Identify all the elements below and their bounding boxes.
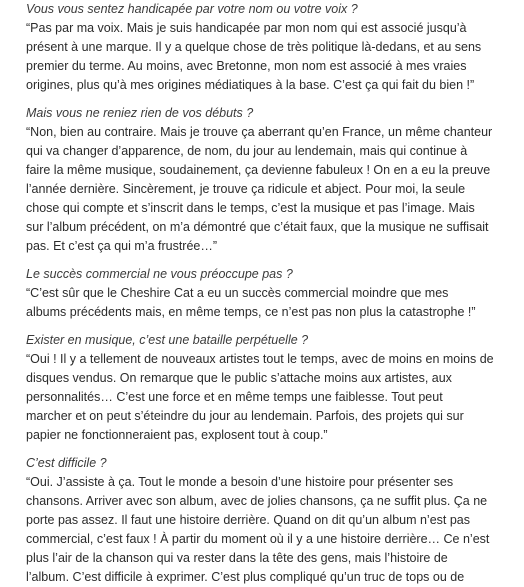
answer-line: chose qui compte et s’inscrit dans le temps, c’est la musique et pas l’image. Mais (26, 201, 475, 215)
interview-answer (26, 350, 520, 445)
answer-line: “Pas par ma voix. Mais je suis handicapée par mon nom qui est associé jusqu’à (26, 21, 467, 35)
interview-question: Vous vous sentez handicapée par votre nom ou votre voix ? (26, 2, 358, 16)
answer-line: sur l’album précédent, on m’a démontré que c’était faux, que la musique ne suffisait (26, 220, 489, 234)
answer-line: albums précédents mais, en même temps, ce n’est pas non plus la catastrophe !” (26, 305, 476, 319)
answer-line: “Oui. J’assiste à ça. Tout le monde a besoin d’une histoire pour présenter ses (26, 475, 454, 489)
answer-line: commercial, c’est faux ! À partir du moment où il y a une histoire derrière… Ce n’est (26, 532, 490, 546)
answer-line: “Non, bien au contraire. Mais je trouve ça aberrant qu’en France, un même chanteur (26, 125, 493, 139)
answer-line: qui va changer d’apparence, de nom, du jour au lendemain, mais qui continue à (26, 144, 468, 158)
answer-line: premier du terme. Au moins, avec Bretonne, mon nom est associé à mes vraies (26, 59, 467, 73)
qa-block (0, 265, 524, 322)
interview-question: Mais vous ne reniez rien de vos débuts ? (26, 106, 254, 120)
interview-question: C’est difficile ? (26, 456, 107, 470)
interview-answer (26, 123, 520, 256)
answer-line: pas. Et c’est ça qui m’a frustrée…” (26, 239, 218, 253)
qa-block (0, 454, 524, 587)
answer-line: “C’est sûr que le Cheshire Cat a eu un succès commercial moindre que mes (26, 286, 449, 300)
interview-question: Exister en musique, c’est une bataille perpétuelle ? (26, 333, 309, 347)
answer-line: chansons. Arriver avec son album, avec de jolies chansons, ça ne suffit plus. Ça ne (26, 494, 488, 508)
answer-line: faire la même musique, soudainement, ça devienne fabuleux ! On en a eu la preuve (26, 163, 491, 177)
answer-line: porte pas assez. Il faut une histoire derrière. Quand on dit qu’un album n’est pas (26, 513, 471, 527)
answer-line: l’album. C’est difficile à exprimer. C’est plus compliqué qu’un truc de tops ou de (26, 570, 465, 584)
interview-answer (26, 284, 520, 322)
qa-block (0, 104, 524, 256)
answer-line: marcher et on peut s’éteindre du jour au lendemain. Parfois, des projets qui sur (26, 409, 464, 423)
answer-line: “Oui ! Il y a tellement de nouveaux artistes tout le temps, avec de moins en moins de (26, 352, 494, 366)
interview-answer (26, 19, 520, 95)
answer-line: origines, plus qu’à mes origines médiatiques à la base. C’est ça qui fait du bien !” (26, 78, 475, 92)
answer-line: plus l’air de la chanson qui va rester dans la tête des gens, mais l’histoire de (26, 551, 448, 565)
qa-block (0, 331, 524, 445)
interview-answer (26, 473, 520, 587)
answer-line: disques vendus. On remarque que le public s’attache moins aux artistes, aux (26, 371, 452, 385)
answer-line: présent à une marque. Il y a quelque chose de très politique là-dedans, et au sens (26, 40, 482, 54)
answer-line: l’année dernière. Sincèrement, je trouve ça ridicule et abject. Pour moi, la seule (26, 182, 466, 196)
qa-block (0, 0, 524, 95)
answer-line: papier ne fonctionneraient pas, explosent tout à coup.” (26, 428, 328, 442)
interview-question: Le succès commercial ne vous préoccupe pas ? (26, 267, 293, 281)
answer-line: personnalités… C’est une force et en même temps une faiblesse. Tout peut (26, 390, 443, 404)
